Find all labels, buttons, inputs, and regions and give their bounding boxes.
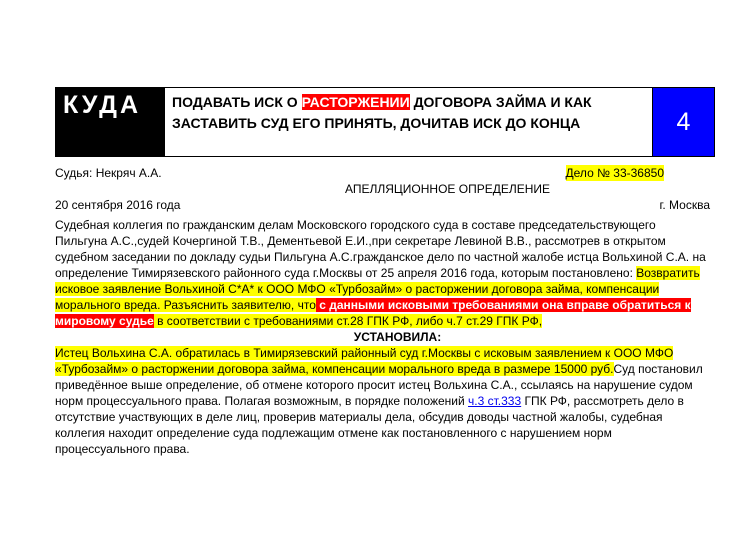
case-number: Дело № 33-36850 (565, 166, 664, 180)
law-link[interactable]: ч.3 ст.333 (468, 394, 522, 408)
judge-name: Судья: Некряч А.А. (55, 166, 162, 180)
document-date: 20 сентября 2016 года (55, 198, 181, 212)
established-heading: УСТАНОВИЛА: (353, 330, 442, 344)
date-row (55, 197, 710, 213)
intro-text: Судебная коллегия по гражданским делам Московского городского суда в составе председательствующего Пильгуна А.С.,судей Кочергиной Т.В., Дементьевой Е.И.,при секретаре Левиной В.В., рассмотрев в открытом судебном заседании по докладу судьи Пильгуна А.С.гражданское дело по частной жалобе истца Вольхиной С.А. на определение Тимирязевского районного суда г.Москвы от 25 апреля 2016 года, которым постановлено: (55, 218, 706, 280)
body-paragraph (55, 345, 710, 457)
document-city: г. Москва (659, 198, 710, 212)
title-highlight: РАСТОРЖЕНИИ (301, 94, 410, 110)
title-post: ДОГОВОРА ЗАЙМА И КАК ЗАСТАВИТЬ СУД ЕГО ПРИНЯТЬ, ДОЧИТАВ ИСК ДО КОНЦА (172, 94, 592, 131)
banner-title (164, 88, 653, 156)
document-body (55, 165, 710, 457)
page-number-badge: 4 (653, 88, 714, 156)
title-pre: ПОДАВАТЬ ИСК О (172, 94, 302, 110)
ruling-text-a: Возвратить исковое заявление Вольхиной С*А* к ООО МФО «Турбозайм» о расторжении договора займа, компенсации морального вреда. Разъяснить заявителю, что (55, 266, 700, 312)
logo-block: КУДА (56, 88, 164, 156)
banner (55, 87, 715, 157)
header-row (55, 165, 710, 181)
body-text-b: ГПК РФ, рассмотреть дело в отсутствие участвующих в деле лиц, проверив материалы дела, обсудив доводы частной жалобы, судебная коллегия находит определение суда подлежащим отмене как постановленного с нарушением норм процессуального права. (55, 394, 684, 456)
document-type: АПЕЛЛЯЦИОННОЕ ОПРЕДЕЛЕНИЕ (344, 182, 551, 196)
body-highlight: Истец Вольхина С.А. обратилась в Тимирязевский районный суд г.Москвы с исковым заявлением к ООО МФО «Турбозайм» о расторжении договора займа, компенсации морального вреда в размере 15000 руб. (55, 346, 674, 376)
intro-paragraph (55, 217, 710, 329)
body-text-a: Суд постановил приведённое выше определение, об отмене которого просит истец Вольхина С.А., ссылаясь на нарушение судом норм процессуального права. Полагая возможным, в порядке положений (55, 362, 703, 408)
ruling-text-b: в соответствии с требованиями ст.28 ГПК РФ, либо ч.7 ст.29 ГПК РФ, (153, 314, 543, 328)
ruling-text-red: с данными исковыми требованиями она вправе обратиться к мировому судье (55, 298, 691, 328)
